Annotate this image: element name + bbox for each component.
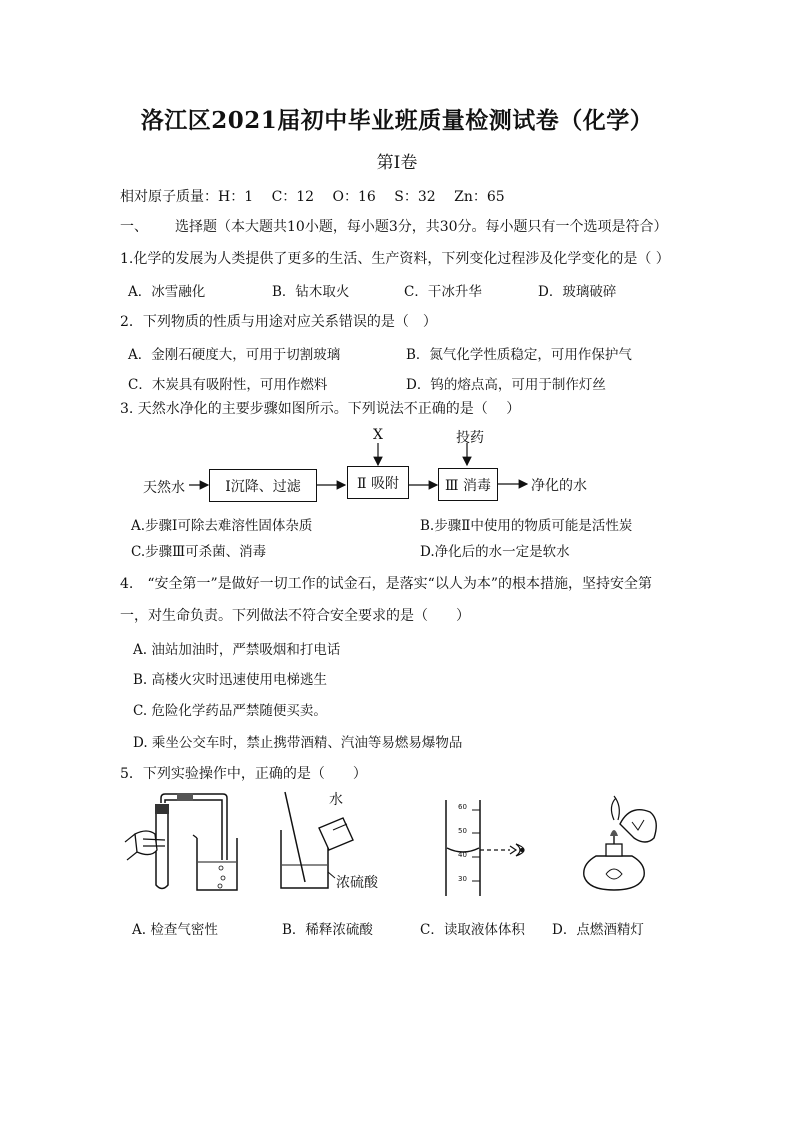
atomic-mass-line: 相对原子质量：H：1 C：12 O：16 S：32 Zn：65 (120, 189, 505, 205)
q3-option-d: D.净化后的水一定是软水 (420, 544, 570, 560)
tick-60: 60 (458, 803, 467, 811)
flow-step-2: Ⅱ 吸附 (347, 466, 409, 499)
q4-stem-line2: 一，对生命负责。下列做法不符合安全要求的是（ ） (120, 608, 470, 624)
q1-option-a: A．冰雪融化 (128, 284, 206, 300)
flow-step-1: Ⅰ沉降、过滤 (209, 469, 317, 502)
flow-input-x: X (373, 427, 383, 443)
tick-50: 50 (458, 827, 467, 835)
tick-40: 40 (458, 851, 467, 859)
label-water: 水 (329, 792, 343, 808)
figure-read-volume (438, 800, 548, 896)
section-number: 一、 (120, 219, 148, 235)
figure-alcohol-lamp (574, 794, 664, 894)
tick-30: 30 (458, 875, 467, 883)
flow-end: 净化的水 (531, 478, 587, 494)
page-subtitle: 第Ⅰ卷 (376, 153, 418, 173)
flow-start: 天然水 (143, 480, 185, 496)
q5-stem: 5．下列实验操作中，正确的是（ ） (120, 766, 367, 782)
q4-stem-line1: 4. “安全第一”是做好一切工作的试金石，是落实“以人为本”的根本措施，坚持安全第 (120, 576, 652, 592)
q1-stem: 1.化学的发展为人类提供了更多的生活、生产资料，下列变化过程涉及化学变化的是（ ） (120, 251, 670, 267)
q2-option-a: A．金刚石硬度大，可用于切割玻璃 (128, 347, 341, 363)
section-heading: 选择题（本大题共10小题，每小题3分，共30分。每小题只有一个选项是符合） (175, 219, 668, 235)
q4-option-c: C. 危险化学药品严禁随便买卖。 (133, 703, 327, 719)
q4-option-d: D. 乘坐公交车时，禁止携带酒精、汽油等易燃易爆物品 (133, 735, 463, 751)
flow-step-3: Ⅲ 消毒 (438, 468, 498, 501)
q5-option-a: A. 检查气密性 (132, 922, 218, 938)
q5-option-d: D．点燃酒精灯 (552, 922, 644, 938)
q2-option-b: B．氮气化学性质稳定，可用作保护气 (406, 347, 632, 363)
q5-option-b: B．稀释浓硫酸 (282, 922, 373, 938)
q1-option-d: D．玻璃破碎 (538, 284, 617, 300)
q1-option-c: C．干冰升华 (404, 284, 482, 300)
q4-option-a: A. 油站加油时，严禁吸烟和打电话 (133, 642, 341, 658)
q5-option-c: C．读取液体体积 (420, 922, 525, 938)
q3-option-b: B.步骤Ⅱ中使用的物质可能是活性炭 (420, 518, 633, 534)
page-title: 洛江区2021届初中毕业班质量检测试卷（化学） (140, 107, 654, 134)
q1-option-b: B．钻木取火 (272, 284, 350, 300)
q2-option-d: D．钨的熔点高，可用于制作灯丝 (406, 377, 606, 393)
q3-stem: 3. 天然水净化的主要步骤如图所示。下列说法不正确的是（ ） (120, 401, 521, 417)
q2-option-c: C．木炭具有吸附性，可用作燃料 (128, 377, 328, 393)
figure-airtightness-check (125, 790, 245, 900)
flow-input-drug: 投药 (456, 430, 484, 446)
q4-option-b: B. 高楼火灾时迅速使用电梯逃生 (133, 672, 328, 688)
q2-stem: 2．下列物质的性质与用途对应关系错误的是（ ） (120, 314, 437, 330)
q3-option-a: A.步骤Ⅰ可除去难溶性固体杂质 (131, 518, 313, 534)
q3-option-c: C.步骤Ⅲ可杀菌、消毒 (131, 544, 267, 560)
label-concentrated-acid: 浓硫酸 (336, 875, 378, 891)
